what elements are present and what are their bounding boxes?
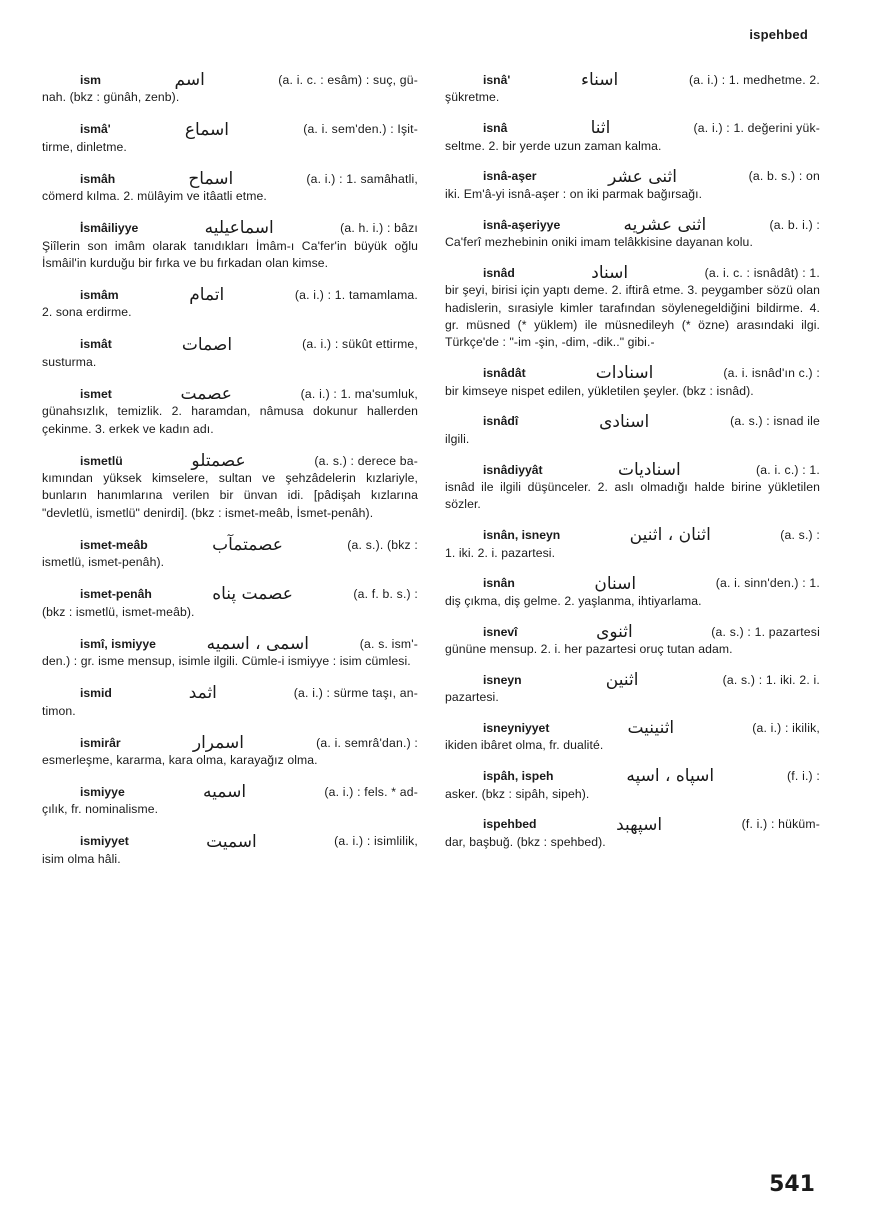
entry-definition-continued [42,703,418,720]
entry-first-line [42,537,418,554]
entry-headword: isnân [483,576,515,591]
entry-headword: isnâ-aşeriyye [483,217,561,232]
entry-first-line [445,459,820,480]
entry-headword: isnevî [483,624,518,639]
entry-headword: ismid [80,686,112,701]
definition-text: cömerd kılma. 2. mülâyim ve itâatli etme. [42,189,267,204]
entry-definition-continued [42,604,418,621]
definition-text: den.) : gr. isme mensup, isimle ilgili. Cümle-i ismiyye : isim cümlesi. [42,654,411,669]
entry-first-line [445,621,820,642]
entry-definition-continued [42,554,418,571]
entry-definition-continued [445,593,820,610]
definition-text: isim olma hâli. [42,851,121,866]
left-column [42,72,418,883]
entry-definition-continued [445,786,820,803]
entry-arabic-script: اثنينيت [627,718,675,739]
entry-arabic-script: اسمى ، اسميه [206,633,309,654]
entry-arabic-script: اسنادى [599,411,650,432]
entry-headword: ism [80,73,102,87]
entry-first-line [42,450,418,471]
entry-definition-start: (a. i. c.) : 1. [756,462,820,477]
entry-headword: ismâ' [80,122,111,137]
entry-arabic-script: اثمد [188,683,217,704]
entry-definition-start: (a. i.) : sürme taşı, an- [293,686,418,701]
entry-definition-continued [445,138,820,155]
definition-text: esmerleşme, kararma, kara olma, karayağız olma. [42,752,318,767]
entry-definition-start: (a. b. s.) : on [748,169,820,184]
entry-first-line [445,168,820,185]
entry-arabic-script: اسماعيليه [204,218,274,239]
entry-first-line [445,527,820,544]
definition-text: iki. Em'â-yi isnâ-aşer : on iki parmak bağırsağı. [445,186,703,201]
entry-first-line [445,365,820,382]
entry-definition-start: (a. b. i.) : [769,217,820,232]
entry-definition-continued [42,403,418,438]
entry-first-line [42,336,418,353]
entry-headword: ismet-penâh [80,587,152,602]
entry-definition-continued [445,282,820,352]
definition-text: (bkz : ismetlü, ismet-meâb). [42,604,195,619]
dictionary-entry [42,586,418,621]
entry-headword: ismet-meâb [80,537,148,552]
entry-headword: isnâdî [483,414,519,429]
entry-definition-start: (a. s.) : isnad ile [730,414,820,429]
entry-headword: isneyn [483,672,522,687]
dictionary-entry [42,685,418,720]
entry-first-line [445,768,820,785]
entry-definition-start: (a. s.). (bkz : [347,537,418,552]
entry-definition-continued [42,851,418,868]
entry-first-line [42,72,418,89]
definition-text: ilgili. [445,431,470,446]
entry-definition-continued [445,234,820,251]
definition-text: isnâd ile ilgili düşünceler. 2. aslı olmadığı halde birine yükletilen sözler. [445,480,820,512]
entry-definition-start: (a. i.) : sükût ettirme, [302,337,418,352]
dictionary-entry [42,336,418,371]
entry-definition-continued [42,304,418,321]
entry-definition-continued [445,641,820,658]
entry-arabic-script: اثنى عشريه [623,214,707,235]
entry-first-line [42,287,418,304]
definition-text: kımından yüksek kimselere, sultan ve şehzâdelerin kızlariyle, bunların hanımlarına verilen bir ünvan idi. [pâdişah kızlarına "devletlü, ismetlü" denirdi]. (bkz : ismet-meâb, İsmet-penâh). [42,471,418,520]
entry-arabic-script: اسنادات [595,363,654,384]
entry-headword: ismî, ismiyye [80,636,156,651]
entry-definition-continued [42,653,418,670]
entry-arabic-script: اسپهبد [616,814,663,835]
entry-first-line [445,214,820,235]
entry-definition-continued [42,354,418,371]
entry-first-line [445,672,820,689]
definition-text: günahsızlık, temizlik. 2. haramdan, nâmusa dokunur hallerden çekinme. 3. erkek ve kadın adı. [42,404,418,436]
dictionary-entry [445,120,820,155]
dictionary-entry [445,575,820,610]
dictionary-entry [445,459,820,514]
definition-text: Ca'ferî mezhebinin oniki imam telâkkisine dayanan kolu. [445,235,753,250]
entry-first-line [42,833,418,850]
entry-definition-continued [445,431,820,448]
definition-text: 2. sona erdirme. [42,305,132,320]
definition-text: 1. iki. 2. i. pazartesi. [445,545,556,560]
entry-arabic-script: اسپاه ، اسپه [626,766,715,787]
entry-arabic-script: اثنا [590,118,611,139]
entry-definition-continued [445,689,820,706]
dictionary-entry [42,784,418,819]
entry-definition-start: (a. i. c. : esâm) : suç, gü- [278,73,418,87]
definition-text: çılık, fr. nominalisme. [42,802,159,817]
dictionary-entry [42,732,418,770]
entry-first-line [42,220,418,237]
definition-text: ismetlü, ismet-penâh). [42,555,165,570]
entry-first-line [445,120,820,137]
entry-arabic-script: اثنين [605,670,639,691]
dictionary-entry [445,214,820,252]
entry-definition-start: (a. s. ism'- [359,636,418,651]
entry-arabic-script: عصمت [180,384,232,405]
entry-headword: ismâh [80,171,116,186]
entry-definition-start: (a. s.) : [780,528,820,543]
dictionary-entry [42,450,418,523]
entry-headword: ismât [80,337,112,352]
dictionary-entry [42,833,418,868]
definition-text: Şiîlerin son imâm olarak tanıdıkları İmâm-ı Ca'fer'in büyük oğlu İsmâil'in kurduğu bir fırka ve bu fırkadan olan kimse. [42,238,418,271]
definition-text: timon. [42,703,76,718]
definition-text: bir şeyi, birisi için yaptı deme. 2. iftirâ etme. 3. peygamber sözü olan hadislerin, sırasiyle kimler tarafından söylenegeldiğini bildirme. 4. gr. müsned (* yüklem) ile müsnedileyh (* özne) arasındaki ilgi. Türkçe'de : "-im -şin, -dim, -dik.." gibi.- [445,283,820,350]
dictionary-entry [42,220,418,272]
entry-headword: ismirâr [80,735,121,750]
entry-definition-start: (a. i. semrâ'dan.) : [316,735,418,750]
entry-definition-continued [42,139,418,156]
definition-text: ikiden ibâret olma, fr. dualité. [445,738,604,753]
entry-headword: isnâ-aşer [483,169,537,184]
entry-first-line [445,72,820,89]
entry-definition-continued [445,186,820,203]
entry-definition-start: (a. i.) : 1. samâhatli, [306,171,418,186]
definition-text: nah. (bkz : günâh, zenb). [42,90,180,105]
entry-arabic-script: اثنى عشر [608,166,677,187]
entry-headword: isnâdiyyât [483,462,543,477]
entry-headword: ismiyyet [80,834,129,849]
entry-definition-start: (a. s.) : 1. iki. 2. i. [722,672,820,687]
definition-text: pazartesi. [445,690,499,705]
entry-arabic-script: اتمام [189,285,225,306]
dictionary-entry [445,72,820,107]
entry-headword: isnâ' [483,73,511,87]
entry-definition-start: (a. i. c. : isnâdât) : 1. [704,265,820,280]
dictionary-entry [445,768,820,803]
entry-definition-start: (a. i.) : ikilik, [752,721,820,736]
entry-first-line [42,386,418,403]
entry-headword: ismâm [80,288,119,303]
entry-first-line [42,586,418,603]
page-number: 541 [769,1172,815,1197]
entry-headword: isnâd [483,265,515,280]
definition-text: diş çıkma, diş gelme. 2. yaşlanma, ihtiyarlama. [445,593,702,608]
entry-arabic-script: عصمتمآب [212,535,283,556]
definition-text: bir kimseye nispet edilen, yükletilen şeyler. (bkz : isnâd). [445,383,754,398]
entry-arabic-script: عصمتلو [191,450,246,471]
dictionary-entry [42,121,418,156]
entry-definition-start: (a. i.) : 1. tamamlama. [294,288,418,303]
definition-text: şükretme. [445,90,500,105]
entry-definition-continued [445,834,820,851]
entry-definition-continued [445,383,820,400]
entry-first-line [445,413,820,430]
entry-definition-start: (f. i.) : hüküm- [741,817,820,832]
entry-arabic-script: عصمت پناه [212,584,293,605]
entry-arabic-script: اسنان [594,573,637,594]
entry-headword: isnâ [483,121,508,136]
entry-first-line [42,685,418,702]
dictionary-entry [42,537,418,572]
entry-arabic-script: اسناديات [617,459,681,480]
running-head: ispehbed [749,27,808,42]
dictionary-entry [42,633,418,671]
definition-text: dar, başbuğ. (bkz : spehbed). [445,834,606,849]
entry-definition-start: (a. i. sinn'den.) : 1. [715,576,820,591]
entry-arabic-script: اسماع [184,119,229,140]
entry-first-line [42,784,418,801]
entry-arabic-script: اثنان ، اثنين [629,525,711,546]
dictionary-entry [445,527,820,562]
entry-first-line [42,633,418,654]
dictionary-entry [445,168,820,203]
entry-arabic-script: اسم [174,70,205,91]
entry-definition-start: (a. i. isnâd'ın c.) : [723,366,820,381]
entry-definition-continued [42,188,418,205]
dictionary-entry [445,413,820,448]
dictionary-entry [445,365,820,400]
dictionary-entry [445,720,820,755]
entry-definition-continued [42,801,418,818]
entry-first-line [42,171,418,188]
entry-arabic-script: اسمرار [192,732,244,753]
dictionary-entry [445,265,820,352]
entry-headword: ismetlü [80,453,123,468]
entry-arabic-script: اسميت [206,831,257,852]
entry-definition-continued [42,238,418,273]
entry-headword: isneyniyyet [483,721,550,736]
entry-headword: İsmâiliyye [80,221,139,236]
entry-definition-start: (a. i. sem'den.) : Işit- [303,122,418,137]
entry-definition-start: (a. i.) : isimlilik, [334,834,418,849]
dictionary-entry [445,816,820,851]
entry-arabic-script: اثنوى [596,621,633,642]
dictionary-entry [42,72,418,107]
dictionary-entry [42,287,418,322]
dictionary-entry [445,621,820,659]
entry-definition-start: (a. s.) : derece ba- [314,453,418,468]
dictionary-entry [445,672,820,707]
entry-definition-continued [445,737,820,754]
definition-text: tirme, dinletme. [42,139,127,154]
definition-text: gününe mensup. 2. i. her pazartesi oruç tutan adam. [445,642,733,657]
entry-definition-start: (a. s.) : 1. pazartesi [711,624,820,639]
entry-arabic-script: اسناء [581,70,619,91]
entry-arabic-script: اصمات [181,334,233,355]
entry-headword: isnân, isneyn [483,528,561,543]
entry-definition-continued [445,545,820,562]
entry-arabic-script: اسناد [591,263,629,284]
entry-headword: ismiyye [80,784,125,799]
entry-definition-start: (f. i.) : [787,769,820,784]
entry-definition-start: (a. h. i.) : bâzı [340,221,418,236]
entry-definition-continued [42,470,418,522]
entry-arabic-script: اسماح [188,169,234,190]
entry-first-line [445,816,820,833]
entry-definition-start: (a. i.) : 1. medhetme. 2. [689,73,820,87]
definition-text: seltme. 2. bir yerde uzun zaman kalma. [445,138,662,153]
entry-first-line [445,575,820,592]
entry-definition-continued [445,89,820,106]
entry-headword: ispâh, ispeh [483,769,554,784]
entry-headword: ispehbed [483,817,537,832]
definition-text: asker. (bkz : sipâh, sipeh). [445,786,590,801]
entry-first-line [42,121,418,138]
dictionary-entry [42,386,418,438]
entry-first-line [445,720,820,737]
entry-first-line [445,265,820,282]
entry-arabic-script: اسميه [203,782,247,803]
entry-headword: ismet [80,386,112,401]
dictionary-entry [42,171,418,206]
definition-text: susturma. [42,354,97,369]
entry-definition-start: (a. i.) : 1. ma'sumluk, [300,386,418,401]
entry-first-line [42,732,418,753]
entry-definition-start: (a. i.) : fels. * ad- [324,784,418,799]
entry-definition-continued [42,752,418,769]
entry-headword: isnâdât [483,366,526,381]
right-column [445,72,820,865]
entry-definition-start: (a. i.) : 1. değerini yük- [693,121,820,136]
entry-definition-continued [42,89,418,106]
entry-definition-continued [445,479,820,514]
entry-definition-start: (a. f. b. s.) : [353,587,418,602]
